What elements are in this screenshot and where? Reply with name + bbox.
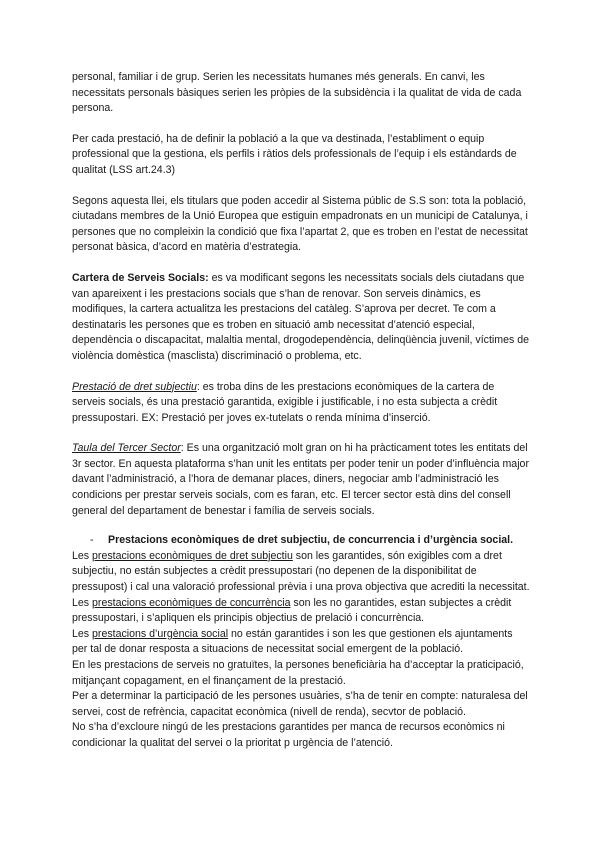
paragraph-tercer-sector [72, 441, 530, 519]
term-cartera: Cartera de Serveis Socials: [72, 271, 209, 284]
line-prefix: Les [72, 549, 93, 562]
term-prestacions-urgencia: prestacions d’urgència social [92, 627, 229, 640]
line-text: no están garantides i son les que gestionen els ajuntaments per tal de donar resposta a situacions de necessitat social emergent de la població. [72, 627, 513, 656]
line-prefix: Les [72, 596, 93, 609]
bullet-heading [72, 533, 530, 549]
line-text: son les garantides, són exigibles com a dret subjectiu, no están subjectes a crèdit pressupostari (no depenen de la disponibilitat de pressupost) i cal una valoració professional prèvia i una prova objectiva que acrediti la necessitat. [72, 549, 530, 594]
term-prestacions-concurrencia: prestacions econòmiques de concurrència [92, 596, 291, 609]
line-urgencia [72, 627, 530, 658]
paragraph-titulars: Segons aquesta llei, els titulars que poden accedir al Sistema públic de S.S son: tota la població, ciutadans membres de la Unió Europea que estiguin empadronats en un municipi de Catalunya, i persones que no compleixin la condició que fixa l’apartat 2, que es troben en l’estat de necessitat personat bàsica, d’acord en matèria d’estrategia. [72, 194, 528, 254]
line-copagament: En les prestacions de serveis no gratuïtes, la persones beneficiària ha d’acceptar la praticipació, mitjançant copagament, en el finançament de la prestació. [72, 659, 524, 687]
line-text: son les no garantides, estan subjectes a crèdit pressupostari, i s’apliquen els principis objectius de prelació i concurrència. [72, 596, 512, 625]
paragraph-dret-subjectiu [72, 380, 530, 427]
text-cartera: es va modificant segons les necessitats socials dels ciutadans que van apareixent i les prestacions socials que s’han de renovar. Son serveis dinàmics, es modifiques, la cartera actualitza les prestacions del catàleg. S’aprova per decret. Te com a destinataris les persones que es troben en situació amb necessitat d’atenció especial, dependència o discapacitat, malaltia mental, drogodependència, delinqüència juvenil, víctimes de violència domèstica (masclista) discriminació o problema, etc. [72, 271, 530, 362]
bullet-heading-text: Prestacions econòmiques de dret subjectiu, de concurrencia i d’urgència social. [108, 534, 514, 547]
text-tercer-sector: : Es una organització molt gran on hi ha pràcticament totes les entitats del 3r sector. En aquesta plataforma s’han unit les entitats per poder tenir un poder d’influència major davant l’administració, a l’hora de demanar places, diners, negociar amb l’administració les condicions per prestar serveis socials, com es faran, etc. El tercer sector està dins del consell general del departament de benestar i família de serveis socials. [72, 442, 529, 517]
term-dret-subjectiu: Prestació de dret subjectiu [72, 380, 197, 393]
paragraph-prestacio-definition: Per cada prestació, ha de definir la població a la que va destinada, l’establiment o equip professional que la gestiona, els perfils i ràtios dels professionals de l’equip i els estàndards de qualitat (LSS art.24.3) [72, 132, 517, 176]
term-prestacions-dret-subjectiu: prestacions econòmiques de dret subjectiu [92, 549, 293, 562]
line-exclusio: No s’ha d’excloure ningú de les prestacions garantides per manca de recursos econòmics ni condicionar la qualitat del servei o la prioritat p urgència de l’atenció. [72, 721, 505, 749]
line-participacio: Per a determinar la participació de les persones usuàries, s’ha de tenir en compte: naturalesa del servei, cost de refrència, capacitat econòmica (nivell de renda), secvtor de població. [72, 690, 528, 718]
line-dret-subjectiu [72, 549, 530, 596]
text-dret-subjectiu: : es troba dins de les prestacions econòmiques de la cartera de serveis socials, és una prestació garantida, exigible i justificable, i no esta subjecta a crèdit pressupostari. EX: Prestació per joves ex-tutelats o renda mínima d’inserció. [72, 380, 498, 424]
line-prefix: Les [72, 627, 93, 640]
paragraph-cartera [72, 271, 530, 365]
line-concurrencia [72, 596, 530, 627]
bullet-marker: - [90, 534, 94, 547]
paragraph-needs: personal, familiar i de grup. Serien les necessitats humanes més generals. En canvi, les necessitats personals bàsiques serien les pròpies de la subsidència i la qualitat de vida de cada persona. [72, 71, 522, 115]
document-body [72, 70, 530, 752]
term-tercer-sector: Taula del Tercer Sector [72, 442, 181, 455]
